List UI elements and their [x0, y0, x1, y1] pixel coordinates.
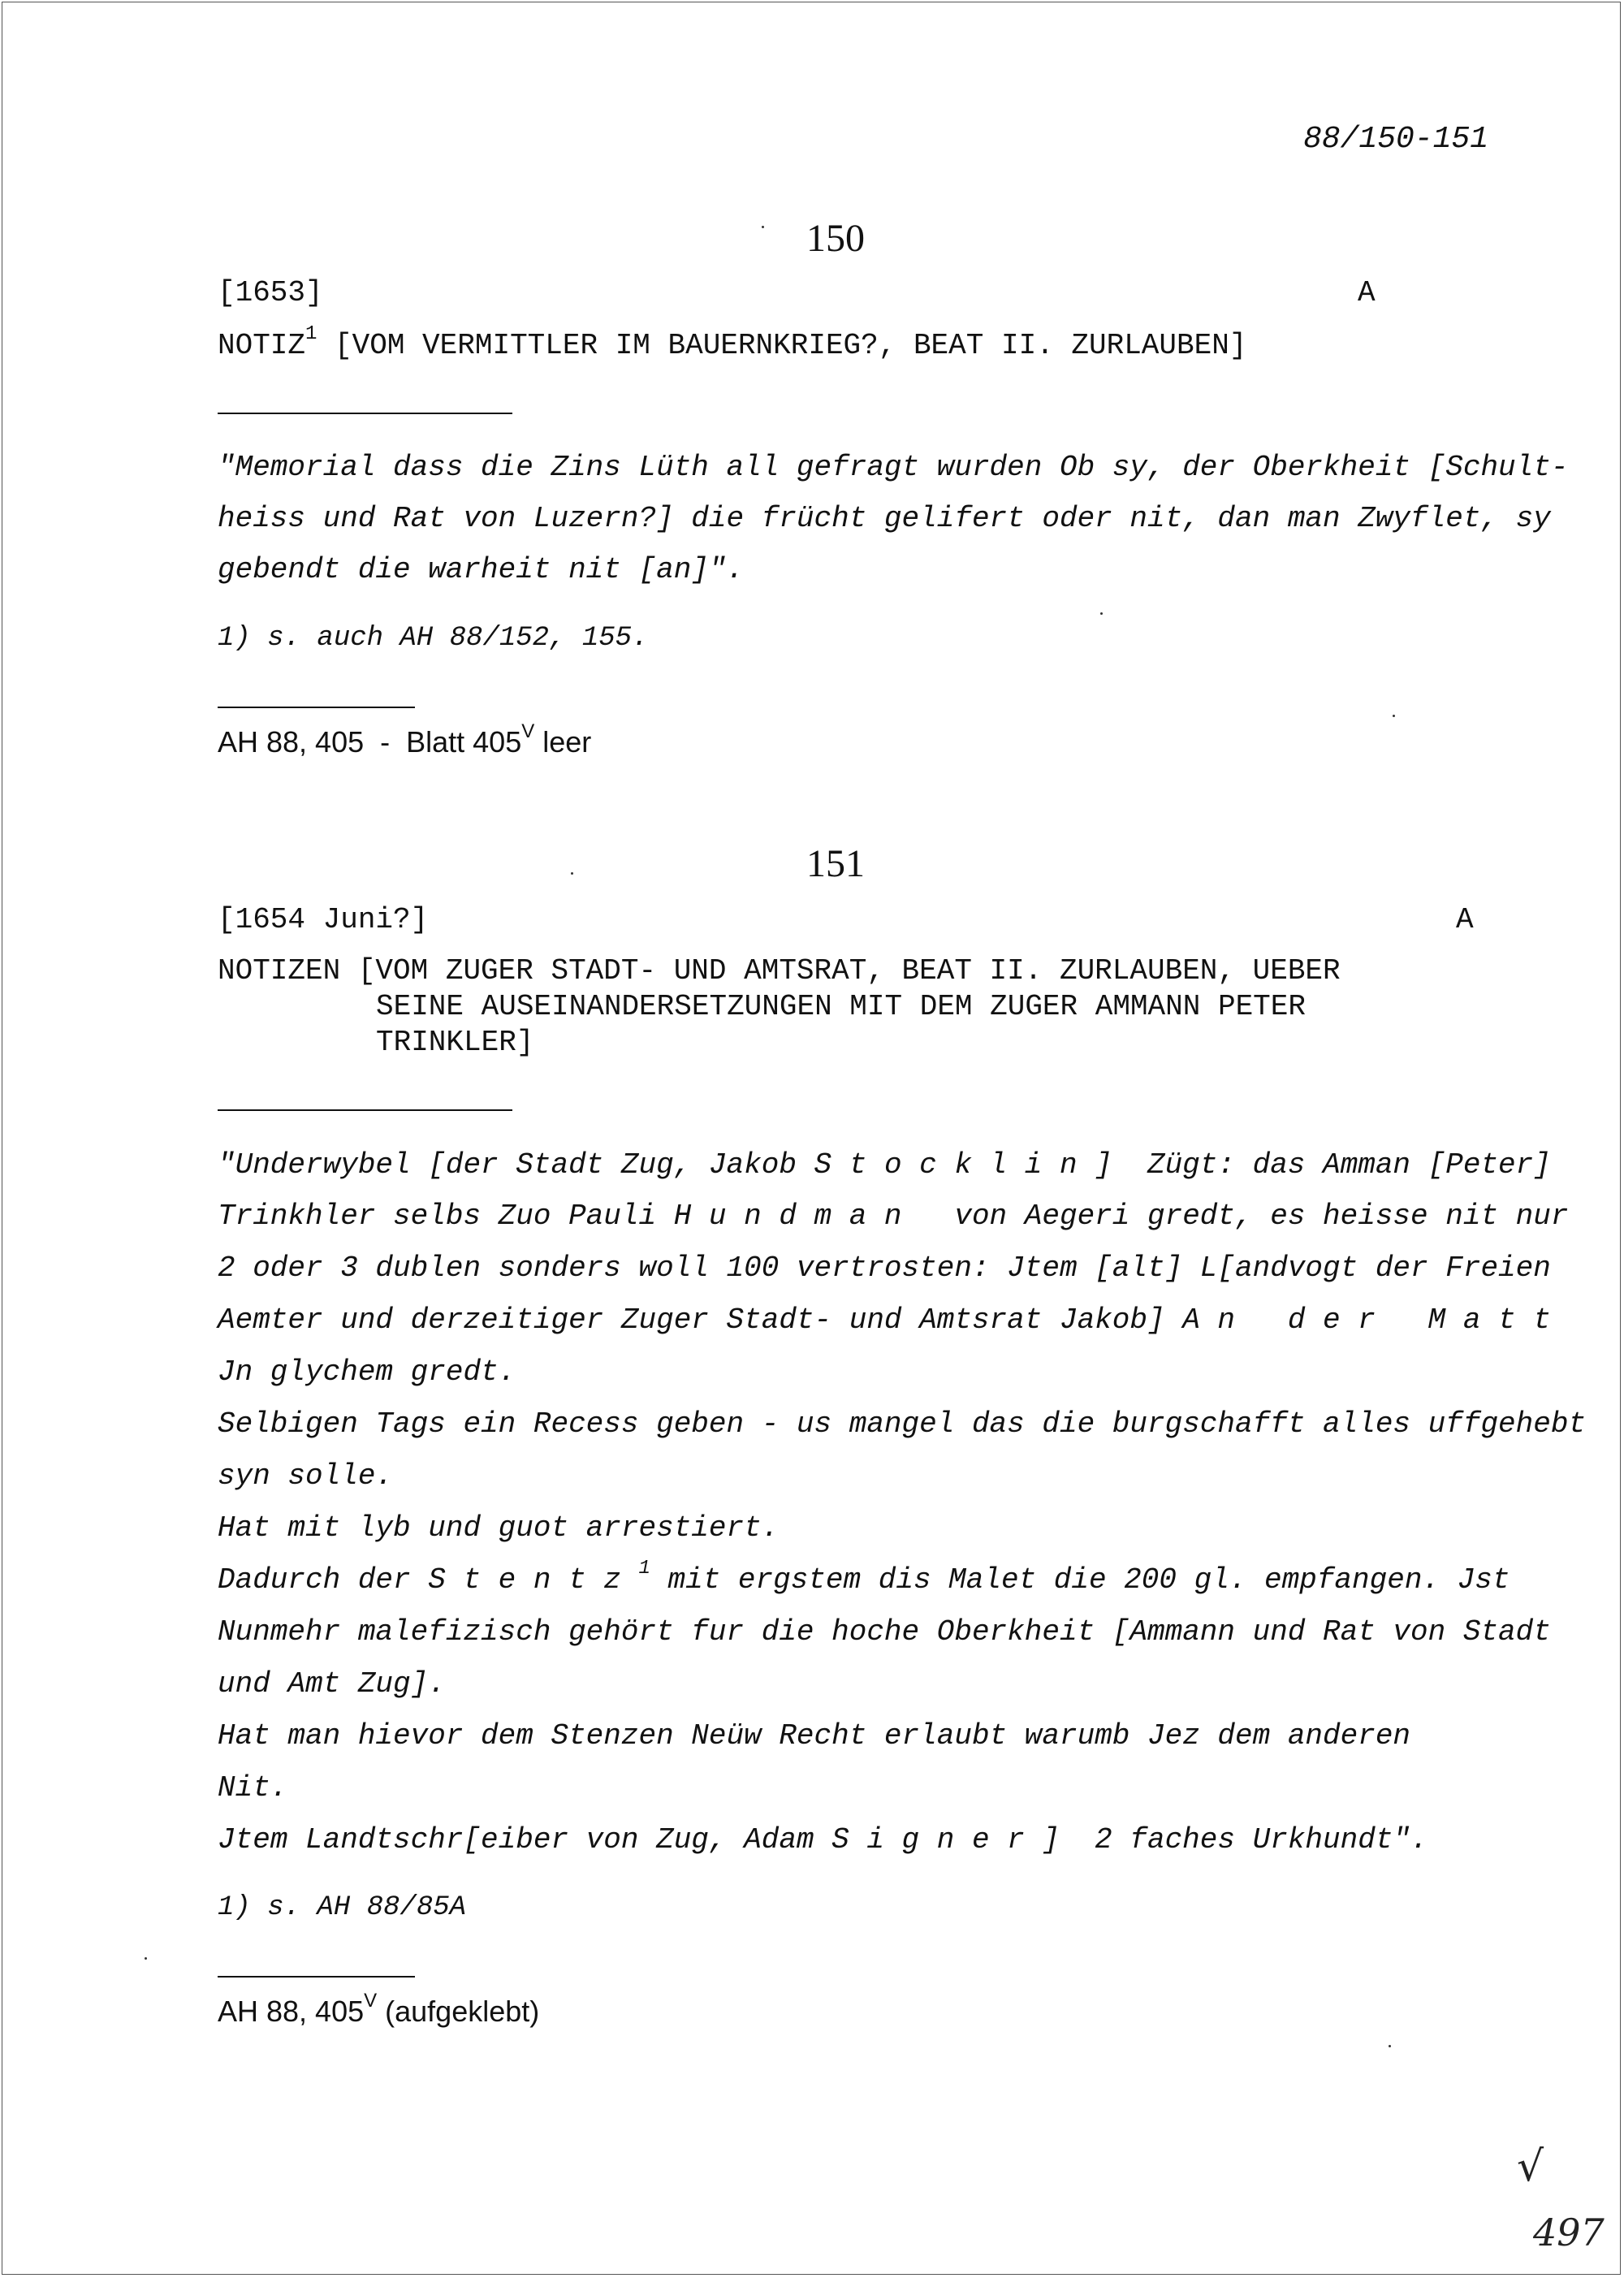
verso-mark: V	[521, 720, 535, 742]
handwritten-checkmark: √	[1517, 2142, 1544, 2191]
document-title-line: NOTIZEN [VOM ZUGER STADT- UND AMTSRAT, BEAT II. ZURLAUBEN, UEBER	[218, 954, 1341, 988]
source-rest: (aufgeklebt)	[377, 1995, 540, 2028]
text-segment: mit ergstem dis Malet die 200 gl. empfangen. Jst	[650, 1563, 1510, 1597]
document-title	[218, 323, 1247, 362]
scan-speck	[1100, 612, 1103, 615]
text-line: syn solle.	[218, 1459, 394, 1493]
text-line: "Memorial dass die Zins Lüth all gefragt wurden Ob sy, der Oberkheit [Schult-	[218, 451, 1569, 484]
scan-speck	[1393, 715, 1395, 717]
spaced-name: An der Matt	[1182, 1303, 1569, 1337]
text-line	[218, 1303, 1568, 1337]
source-reference	[218, 720, 592, 759]
spaced-name: Stocklin]	[814, 1148, 1130, 1182]
text-segment: Aemter und derzeitiger Zuger Stadt- und Amtsrat Jakob]	[218, 1303, 1183, 1337]
document-title-line: SEINE AUSEINANDERSETZUNGEN MIT DEM ZUGER AMMANN PETER	[376, 990, 1306, 1023]
text-segment: "Underwybel [der Stadt Zug, Jakob	[218, 1148, 814, 1182]
document-mark: A	[1358, 276, 1376, 309]
text-line: Selbigen Tags ein Recess geben - us mangel das die burgschafft alles uffgehebt	[218, 1407, 1587, 1441]
text-line	[218, 1823, 1428, 1857]
document-date: [1654 Juni?]	[218, 903, 429, 936]
text-segment: Dadurch der	[218, 1563, 429, 1597]
footnote-ref: 1	[305, 323, 317, 345]
text-segment: Trinkhler selbs Zuo Pauli	[218, 1200, 674, 1233]
document-title-line: TRINKLER]	[376, 1026, 534, 1059]
text-line: Nit.	[218, 1771, 288, 1805]
title-word: NOTIZ	[218, 329, 306, 362]
text-line: Nunmehr malefizisch gehört fur die hoche Oberkheit [Ammann und Rat von Stadt	[218, 1615, 1551, 1649]
source-reference	[218, 1990, 540, 2029]
handwritten-page-number: 497	[1533, 2211, 1605, 2254]
text-line: gebendt die warheit nit [an]".	[218, 553, 745, 586]
source-main: AH 88, 405 - Blatt 405	[218, 725, 522, 759]
text-segment: 2 faches Urkhundt".	[1077, 1823, 1428, 1857]
separator-rule	[218, 707, 415, 708]
source-rest: leer	[534, 725, 592, 759]
separator-rule	[218, 413, 512, 414]
document-number-151: 151	[806, 842, 865, 885]
text-line: Hat man hievor dem Stenzen Neüw Recht erlaubt warumb Jez dem anderen	[218, 1719, 1411, 1753]
footnote-ref: 1	[638, 1558, 650, 1580]
scan-speck	[145, 1957, 147, 1960]
spaced-name: Hundman	[673, 1200, 920, 1233]
text-line: und Amt Zug].	[218, 1667, 446, 1701]
scan-speck	[571, 872, 573, 875]
text-line	[218, 1558, 1510, 1597]
scan-speck	[1389, 2045, 1391, 2047]
source-main: AH 88, 405	[218, 1995, 365, 2028]
text-line: heiss und Rat von Luzern?] die frücht gelifert oder nit, dan man Zwyflet, sy	[218, 502, 1551, 535]
text-line: Jn glychem gredt.	[218, 1355, 516, 1389]
document-date: [1653]	[218, 276, 323, 309]
footnote: 1) s. AH 88/85A	[218, 1892, 467, 1923]
spaced-name: Signer]	[831, 1823, 1078, 1857]
scan-speck	[762, 226, 764, 228]
document-mark: A	[1456, 903, 1474, 936]
text-line	[218, 1148, 1551, 1182]
text-line: 2 oder 3 dublen sonders woll 100 vertrosten: Jtem [alt] L[andvogt der Freien	[218, 1251, 1551, 1285]
text-segment: Zügt: das Amman [Peter]	[1129, 1148, 1551, 1182]
document-number-150: 150	[806, 217, 865, 260]
text-segment: von Aegeri gredt, es heisse nit nur	[919, 1200, 1569, 1233]
footnote: 1) s. auch AH 88/152, 155.	[218, 623, 649, 654]
separator-rule	[218, 1976, 415, 1978]
text-segment: Jtem Landtschr[eiber von Zug, Adam	[218, 1823, 832, 1857]
spaced-name: Stentz	[428, 1563, 639, 1597]
separator-rule	[218, 1109, 512, 1111]
page-reference: 88/150-151	[1303, 122, 1489, 157]
text-line	[218, 1200, 1568, 1233]
text-line: Hat mit lyb und guot arrestiert.	[218, 1511, 780, 1545]
verso-mark: V	[364, 1990, 378, 2012]
title-rest: [VOM VERMITTLER IM BAUERNKRIEG?, BEAT II. ZURLAUBEN]	[317, 329, 1247, 362]
